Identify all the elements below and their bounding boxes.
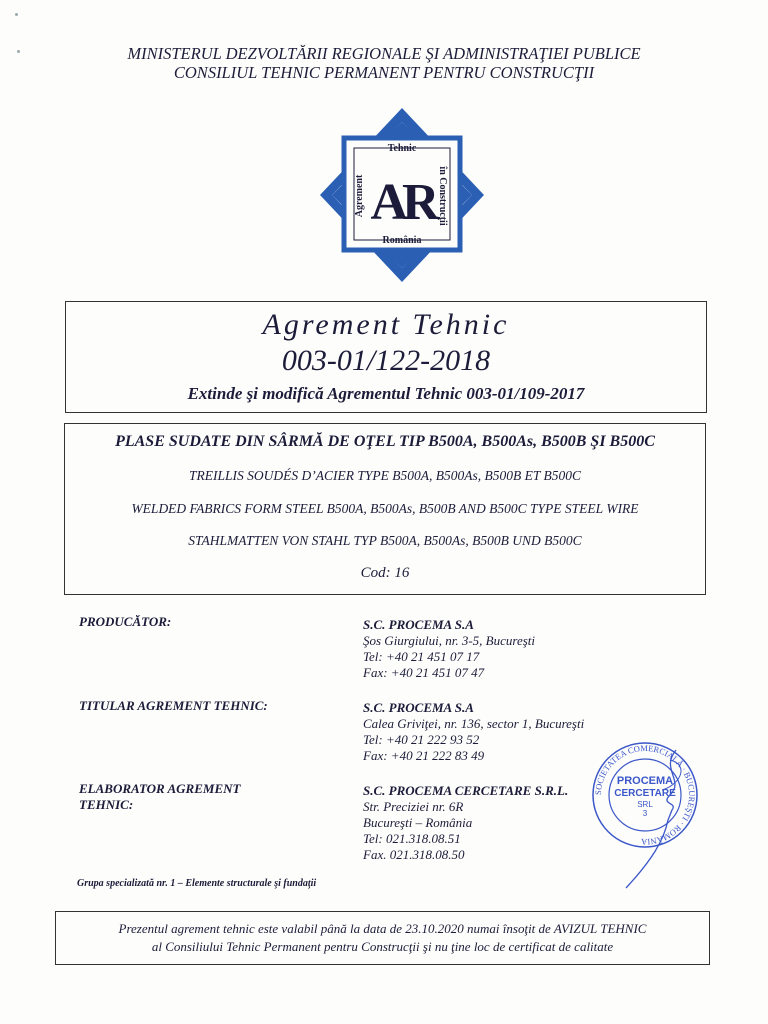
council-name: CONSILIUL TEHNIC PERMANENT PENTRU CONSTRUCŢII xyxy=(173,63,595,82)
elaborator-name: S.C. PROCEMA CERCETARE S.R.L. xyxy=(363,783,569,798)
ministry-name: MINISTERUL DEZVOLTĂRII REGIONALE ŞI ADMINISTRAŢIEI PUBLICE xyxy=(127,44,641,63)
stamp-line2: CERCETARE xyxy=(614,788,676,799)
holder-tel: Tel: +40 21 222 93 52 xyxy=(363,732,480,747)
elaborator-label xyxy=(79,781,299,813)
producer-fax: Fax: +40 21 451 07 47 xyxy=(363,665,485,680)
elaborator-address: Str. Preciziei nr. 6R xyxy=(363,799,464,814)
product-box xyxy=(64,423,706,595)
title-box xyxy=(65,301,707,413)
ministry-header xyxy=(0,44,768,82)
stamp-ring-path: SOCIETATEA COMERCIALĂ · BUCUREŞTI · ROMÂNIA xyxy=(592,742,698,848)
stamp-line1: PROCEMA xyxy=(616,775,674,787)
product-title-en: WELDED FABRICS FORM STEEL B500A, B500As, B500B AND B500C TYPE STEEL WIRE xyxy=(131,501,639,516)
document-type: Agrement Tehnic xyxy=(262,308,510,341)
elaborator-fax: Fax. 021.318.08.50 xyxy=(363,847,465,862)
producer-tel: Tel: +40 21 451 07 17 xyxy=(363,649,480,664)
producer-block xyxy=(363,617,693,681)
elaborator-city: Bucureşti – România xyxy=(363,815,473,830)
logo-left-text: Agrement xyxy=(354,174,365,218)
agrement-logo xyxy=(320,108,484,282)
validity-text xyxy=(56,920,709,956)
document-number: 003-01/122-2018 xyxy=(281,344,491,377)
elaborator-label-line2: TEHNIC: xyxy=(79,797,134,812)
validity-line2: al Consiliului Tehnic Permanent pentru Construcţii şi nu ţine loc de certificat de calitate xyxy=(151,939,614,954)
logo-top-text: Tehnic xyxy=(387,143,417,154)
company-stamp xyxy=(590,740,700,890)
validity-line1: Prezentul agrement tehnic este valabil până la data de 23.10.2020 numai însoţit de AVIZUL TEHNIC xyxy=(118,921,647,936)
elaborator-label-line1: ELABORATOR AGREMENT xyxy=(79,781,241,796)
holder-address: Calea Griviţei, nr. 136, sector 1, Bucureşti xyxy=(363,716,585,731)
product-title-ro: PLASE SUDATE DIN SÂRMĂ DE OŢEL TIP B500A, B500As, B500B ŞI B500C xyxy=(115,433,655,450)
stamp-line4: 3 xyxy=(642,809,648,818)
logo-monogram: AR xyxy=(370,174,434,231)
holder-fax: Fax: +40 21 222 83 49 xyxy=(363,748,485,763)
product-title-de: STAHLMATTEN VON STAHL TYP B500A, B500As, B500B UND B500C xyxy=(188,533,582,548)
holder-label: TITULAR AGREMENT TEHNIC: xyxy=(79,698,268,713)
holder-name: S.C. PROCEMA S.A xyxy=(363,700,474,715)
product-code: Cod: 16 xyxy=(360,565,410,581)
stamp-line3: SRL xyxy=(637,800,653,809)
specialized-group: Grupa specializată nr. 1 – Elemente structurale şi fundaţii xyxy=(77,878,317,889)
scan-speck xyxy=(15,13,18,16)
validity-box xyxy=(55,911,710,965)
document-extends: Extinde şi modifică Agrementul Tehnic 003-01/109-2017 xyxy=(187,384,585,403)
producer-name: S.C. PROCEMA S.A xyxy=(363,617,474,632)
elaborator-tel: Tel: 021.318.08.51 xyxy=(363,831,461,846)
producer-label: PRODUCĂTOR: xyxy=(79,614,172,629)
logo-bottom-text: România xyxy=(382,235,422,246)
product-title-fr: TREILLIS SOUDÉS D’ACIER TYPE B500A, B500As, B500B ET B500C xyxy=(189,468,581,483)
logo-right-text: în Construcţii xyxy=(437,166,448,226)
producer-address: Şos Giurgiului, nr. 3-5, Bucureşti xyxy=(363,633,536,648)
signature-scribble xyxy=(626,750,676,888)
